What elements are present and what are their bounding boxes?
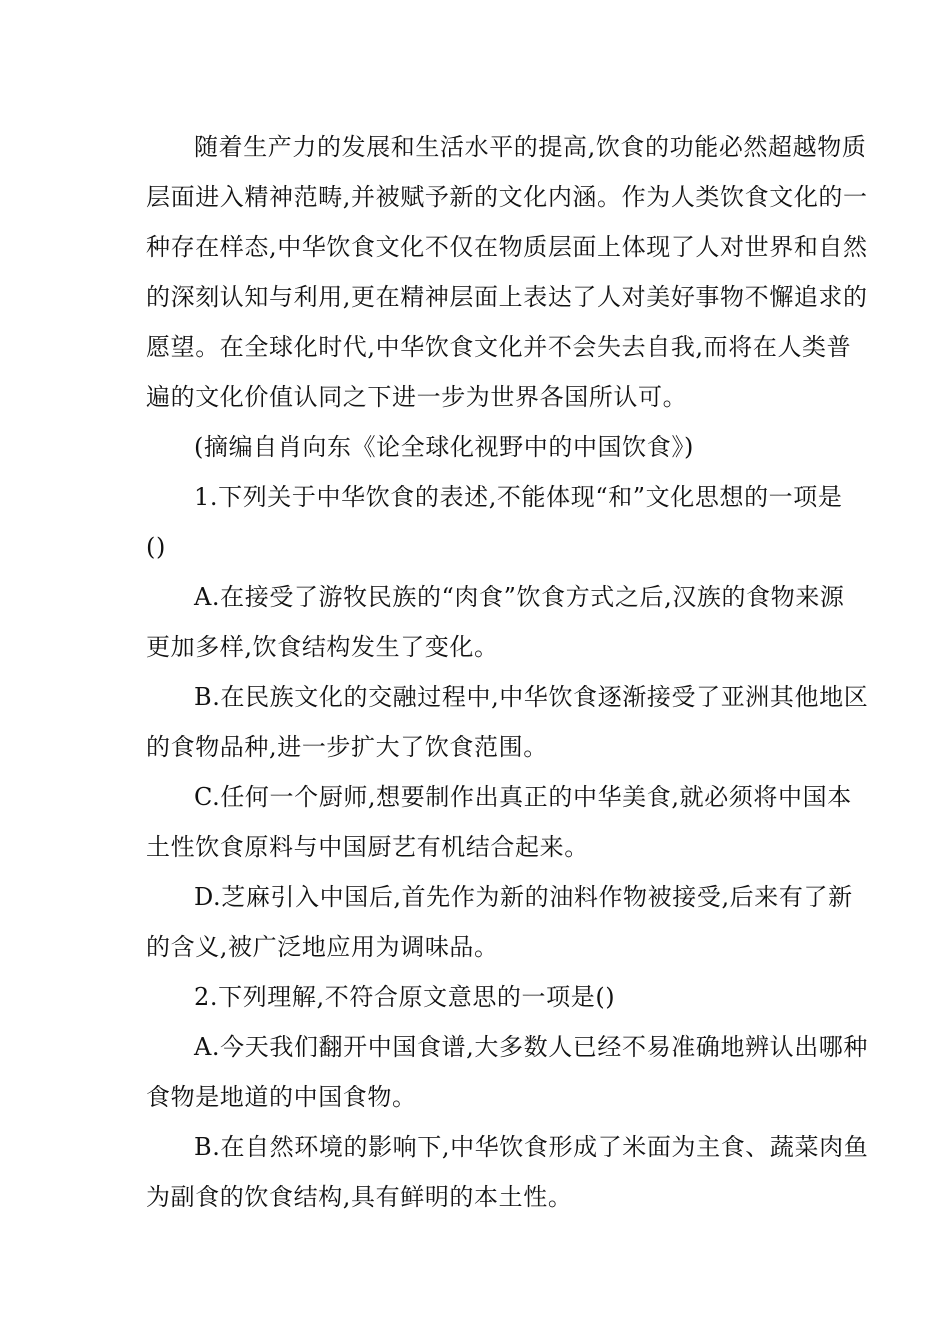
text-line: 种存在样态,中华饮食文化不仅在物质层面上体现了人对世界和自然 [146,233,868,261]
paragraph-intro [146,122,868,422]
question-1-option-d [146,872,853,972]
text-line: 的食物品种,进一步扩大了饮食范围。 [146,733,548,761]
text-line: 食物是地道的中国食物。 [146,1083,417,1111]
text-line: 层面进入精神范畴,并被赋予新的文化内涵。作为人类饮食文化的一 [146,183,868,211]
text-line: B.在民族文化的交融过程中,中华饮食逐渐接受了亚洲其他地区 [194,683,869,711]
question-2-option-a [146,1022,868,1122]
text-line: 2.下列理解,不符合原文意思的一项是() [194,983,616,1011]
text-line: 1.下列关于中华饮食的表述,不能体现“和”文化思想的一项是 [194,483,843,511]
text-line: A.今天我们翻开中国食谱,大多数人已经不易准确地辨认出哪种 [194,1033,868,1061]
question-1-option-c [146,772,852,872]
question-2 [146,972,812,1022]
text-line: 更加多样,饮食结构发生了变化。 [146,633,499,661]
text-line: 的深刻认知与利用,更在精神层面上表达了人对美好事物不懈追求的 [146,283,868,311]
text-line: 的含义,被广泛地应用为调味品。 [146,933,499,961]
question-1-option-b [146,672,869,772]
text-line: B.在自然环境的影响下,中华饮食形成了米面为主食、蔬菜肉鱼 [194,1133,869,1161]
question-1-option-a [146,572,845,672]
text-line: 愿望。在全球化时代,中华饮食文化并不会失去自我,而将在人类普 [146,333,852,361]
text-line: D.芝麻引入中国后,首先作为新的油料作物被接受,后来有了新 [194,883,853,911]
text-line: 土性饮食原料与中国厨艺有机结合起来。 [146,833,589,861]
text-line: (摘编自肖向东《论全球化视野中的中国饮食》) [194,433,694,461]
text-line: 随着生产力的发展和生活水平的提高,饮食的功能必然超越物质 [194,133,867,161]
question-1 [146,472,843,572]
text-line: 为副食的饮食结构,具有鲜明的本土性。 [146,1183,573,1211]
text-line: C.任何一个厨师,想要制作出真正的中华美食,就必须将中国本 [194,783,852,811]
text-line: A.在接受了游牧民族的“肉食”饮食方式之后,汉族的食物来源 [194,583,845,611]
text-line: 遍的文化价值认同之下进一步为世界各国所认可。 [146,383,688,411]
question-2-option-b [146,1122,869,1222]
source-citation [146,422,812,472]
text-line: () [146,533,166,561]
